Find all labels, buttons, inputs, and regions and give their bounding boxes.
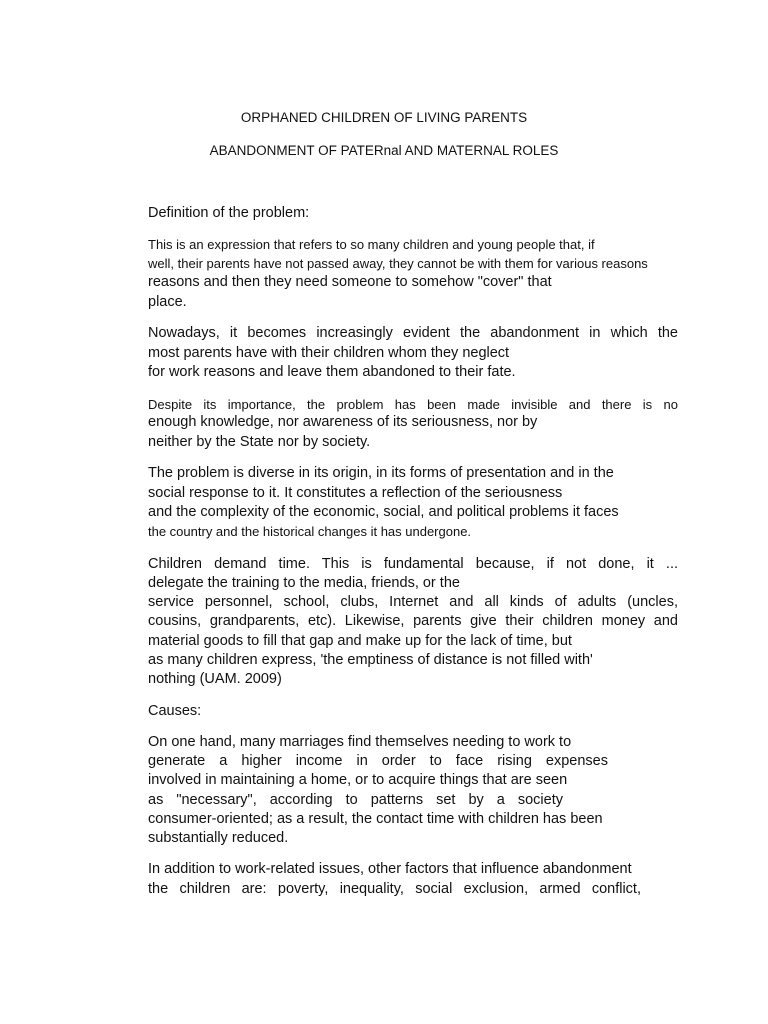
paragraph-line: for work reasons and leave them abandoned to their fate. (148, 364, 516, 380)
paragraph-line: Nowadays, it becomes increasingly evident the abandonment in which the (148, 325, 678, 341)
paragraph-line: and the complexity of the economic, social, and political problems it faces (148, 504, 619, 520)
document-title: ORPHANED CHILDREN OF LIVING PARENTS (240, 110, 528, 125)
paragraph-line: reasons and then they need someone to somehow "cover" that (148, 274, 552, 290)
paragraph-line: the children are: poverty, inequality, social exclusion, armed conflict, (148, 881, 641, 897)
paragraph-line: Despite its importance, the problem has been made invisible and there is no (148, 397, 678, 412)
paragraph-line: substantially reduced. (148, 830, 289, 846)
paragraph-line: as "necessary", according to patterns set by a society (148, 792, 563, 808)
paragraph-line: generate a higher income in order to face rising expenses (148, 753, 608, 769)
causes-heading: Causes: (148, 703, 202, 719)
document-subtitle: ABANDONMENT OF PATERnal AND MATERNAL ROLES (209, 143, 559, 158)
paragraph-line: This is an expression that refers to so many children and young people that, if (148, 237, 595, 252)
paragraph-line: neither by the State nor by society. (148, 434, 371, 450)
paragraph-line: social response to it. It constitutes a reflection of the seriousness (148, 485, 563, 501)
paragraph-line: material goods to fill that gap and make up for the lack of time, but (148, 633, 572, 649)
paragraph-line: involved in maintaining a home, or to acquire things that are seen (148, 772, 568, 788)
paragraph-line: most parents have with their children whom they neglect (148, 345, 510, 361)
paragraph-line: enough knowledge, nor awareness of its seriousness, nor by (148, 414, 538, 430)
paragraph-line: service personnel, school, clubs, Internet and all kinds of adults (uncles, (148, 594, 678, 610)
paragraph-line: Children demand time. This is fundamental because, if not done, it ... (148, 556, 678, 572)
paragraph-line: The problem is diverse in its origin, in its forms of presentation and in the (148, 465, 614, 481)
paragraph-line: the country and the historical changes it has undergone. (148, 524, 472, 539)
paragraph-line: In addition to work-related issues, other factors that influence abandonment (148, 861, 632, 877)
paragraph-line: consumer-oriented; as a result, the contact time with children has been (148, 811, 603, 827)
paragraph-line: cousins, grandparents, etc). Likewise, parents give their children money and (148, 613, 678, 629)
paragraph-line: On one hand, many marriages find themselves needing to work to (148, 734, 572, 750)
paragraph-line: well, their parents have not passed away, they cannot be with them for various reasons (148, 256, 648, 271)
paragraph-line: delegate the training to the media, friends, or the (148, 575, 460, 591)
paragraph-line: nothing (UAM. 2009) (148, 671, 282, 687)
definition-heading: Definition of the problem: (148, 205, 310, 221)
paragraph-line: place. (148, 294, 187, 310)
paragraph-line: as many children express, 'the emptiness of distance is not filled with' (148, 652, 593, 668)
